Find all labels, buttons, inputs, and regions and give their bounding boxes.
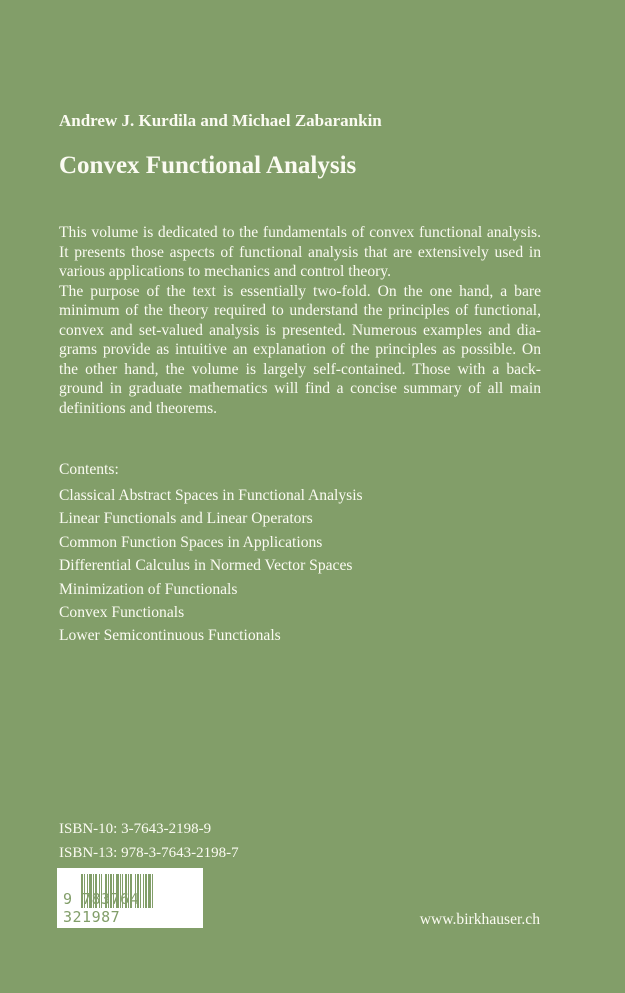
text-line: The purpose of the text is essentially two-fold. On the one hand, a bare: [59, 282, 541, 300]
contents-item: Linear Functionals and Linear Operators: [59, 510, 313, 528]
text-line: It presents those aspects of functional analysis that are extensively used in: [59, 243, 541, 261]
barcode-number: 9 783764 321987: [63, 890, 140, 926]
description-paragraph-1: [59, 223, 541, 282]
text-line: the other hand, the volume is largely self-contained. Those with a back-: [59, 360, 541, 378]
website-link[interactable]: www.birkhauser.ch: [419, 911, 540, 928]
contents-item: Convex Functionals: [59, 603, 185, 621]
contents-item: Differential Calculus in Normed Vector Spaces: [59, 557, 353, 575]
isbn-13: ISBN-13: 978-3-7643-2198-7: [59, 845, 239, 861]
text-line: This volume is dedicated to the fundamentals of convex functional analysis.: [59, 224, 541, 241]
isbn-block: [59, 819, 239, 867]
text-line: minimum of the theory required to understand the principles of functional,: [59, 302, 541, 319]
contents-item: Common Function Spaces in Applications: [59, 533, 323, 551]
isbn-10: ISBN-10: 3-7643-2198-9: [59, 821, 212, 837]
text-line: definitions and theorems.: [59, 399, 218, 417]
contents-list: [59, 486, 363, 650]
text-line: convex and set-valued analysis is presented. Numerous examples and dia-: [59, 321, 541, 339]
text-line: grams provide as intuitive an explanation of the principles as possible. On: [59, 341, 541, 358]
book-title: Convex Functional Analysis: [59, 152, 357, 179]
contents-label: Contents:: [59, 461, 119, 478]
contents-item: Lower Semicontinuous Functionals: [59, 627, 281, 645]
contents-item: Minimization of Functionals: [59, 580, 238, 598]
authors: Andrew J. Kurdila and Michael Zabarankin: [59, 111, 382, 130]
contents-item: Classical Abstract Spaces in Functional Analysis: [59, 487, 363, 504]
text-line: various applications to mechanics and control theory.: [59, 263, 391, 280]
description-paragraph-2: [59, 282, 541, 419]
barcode: [57, 868, 203, 928]
text-line: ground in graduate mathematics will find a concise summary of all main: [59, 380, 541, 397]
